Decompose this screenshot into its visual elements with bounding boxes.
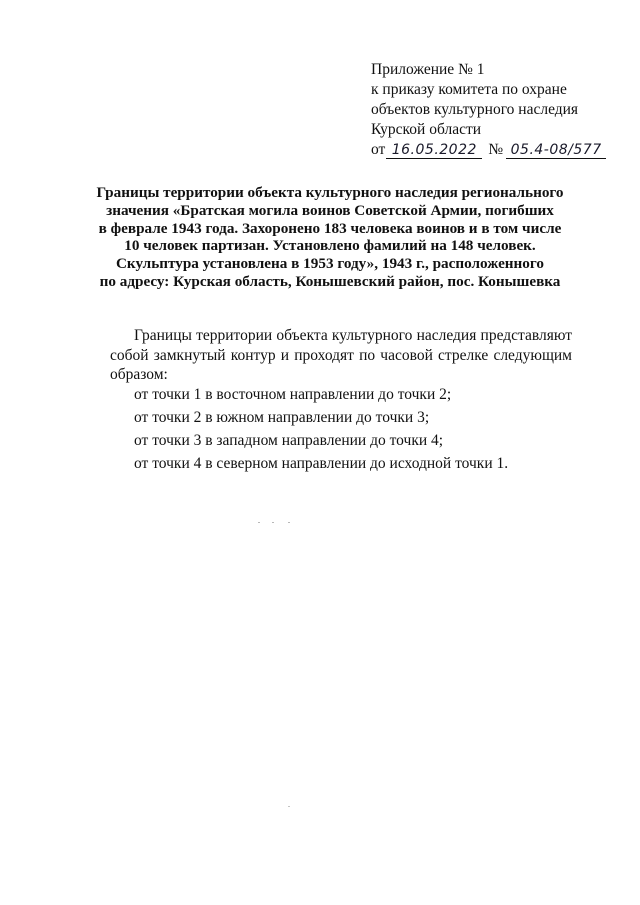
title-line: Скульптура установлена в 1953 году», 1943 г., расположенного bbox=[115, 255, 545, 273]
boundary-intro-paragraph: Границы территории объекта культурного наследия представляют собой замкнутый контур и проходят по часовой стрелке следующим образом: bbox=[110, 327, 572, 383]
list-item: от точки 4 в северном направлении до исходной точки 1. bbox=[134, 454, 509, 472]
appendix-line-region: Курской области bbox=[371, 121, 482, 138]
scan-specks bbox=[258, 522, 298, 526]
handwritten-date: 16.05.2022 bbox=[386, 142, 482, 159]
title-line: по адресу: Курская область, Конышевский район, пос. Конышевка bbox=[99, 272, 561, 290]
title-line: в феврале 1943 года. Захоронено 183 человека воинов и в том числе bbox=[98, 219, 562, 237]
title-line: Границы территории объекта культурного наследия регионального bbox=[96, 184, 564, 201]
list-item: от точки 3 в западном направлении до точки 4; bbox=[134, 431, 444, 449]
handwritten-order-number: 05.4-08/577 bbox=[506, 142, 606, 159]
appendix-line-committee: объектов культурного наследия bbox=[371, 101, 579, 118]
list-item: от точки 1 в восточном направлении до точки 2; bbox=[134, 385, 452, 403]
title-line: значения «Братская могила воинов Советской Армии, погибших bbox=[106, 201, 554, 219]
date-prefix: от bbox=[371, 141, 386, 158]
list-item: от точки 2 в южном направлении до точки 3; bbox=[134, 408, 430, 426]
order-date-number-line bbox=[371, 140, 633, 160]
document-body bbox=[110, 326, 572, 477]
document-title bbox=[80, 184, 580, 291]
boundary-points-list bbox=[110, 385, 572, 474]
appendix-header bbox=[371, 60, 633, 160]
appendix-title: Приложение № 1 bbox=[371, 61, 485, 78]
appendix-line-order: к приказу комитета по охране bbox=[371, 81, 567, 98]
title-line: 10 человек партизан. Установлено фамилий на 148 человек. bbox=[124, 237, 536, 255]
scan-speck bbox=[288, 806, 290, 807]
number-sign: № bbox=[488, 141, 504, 158]
